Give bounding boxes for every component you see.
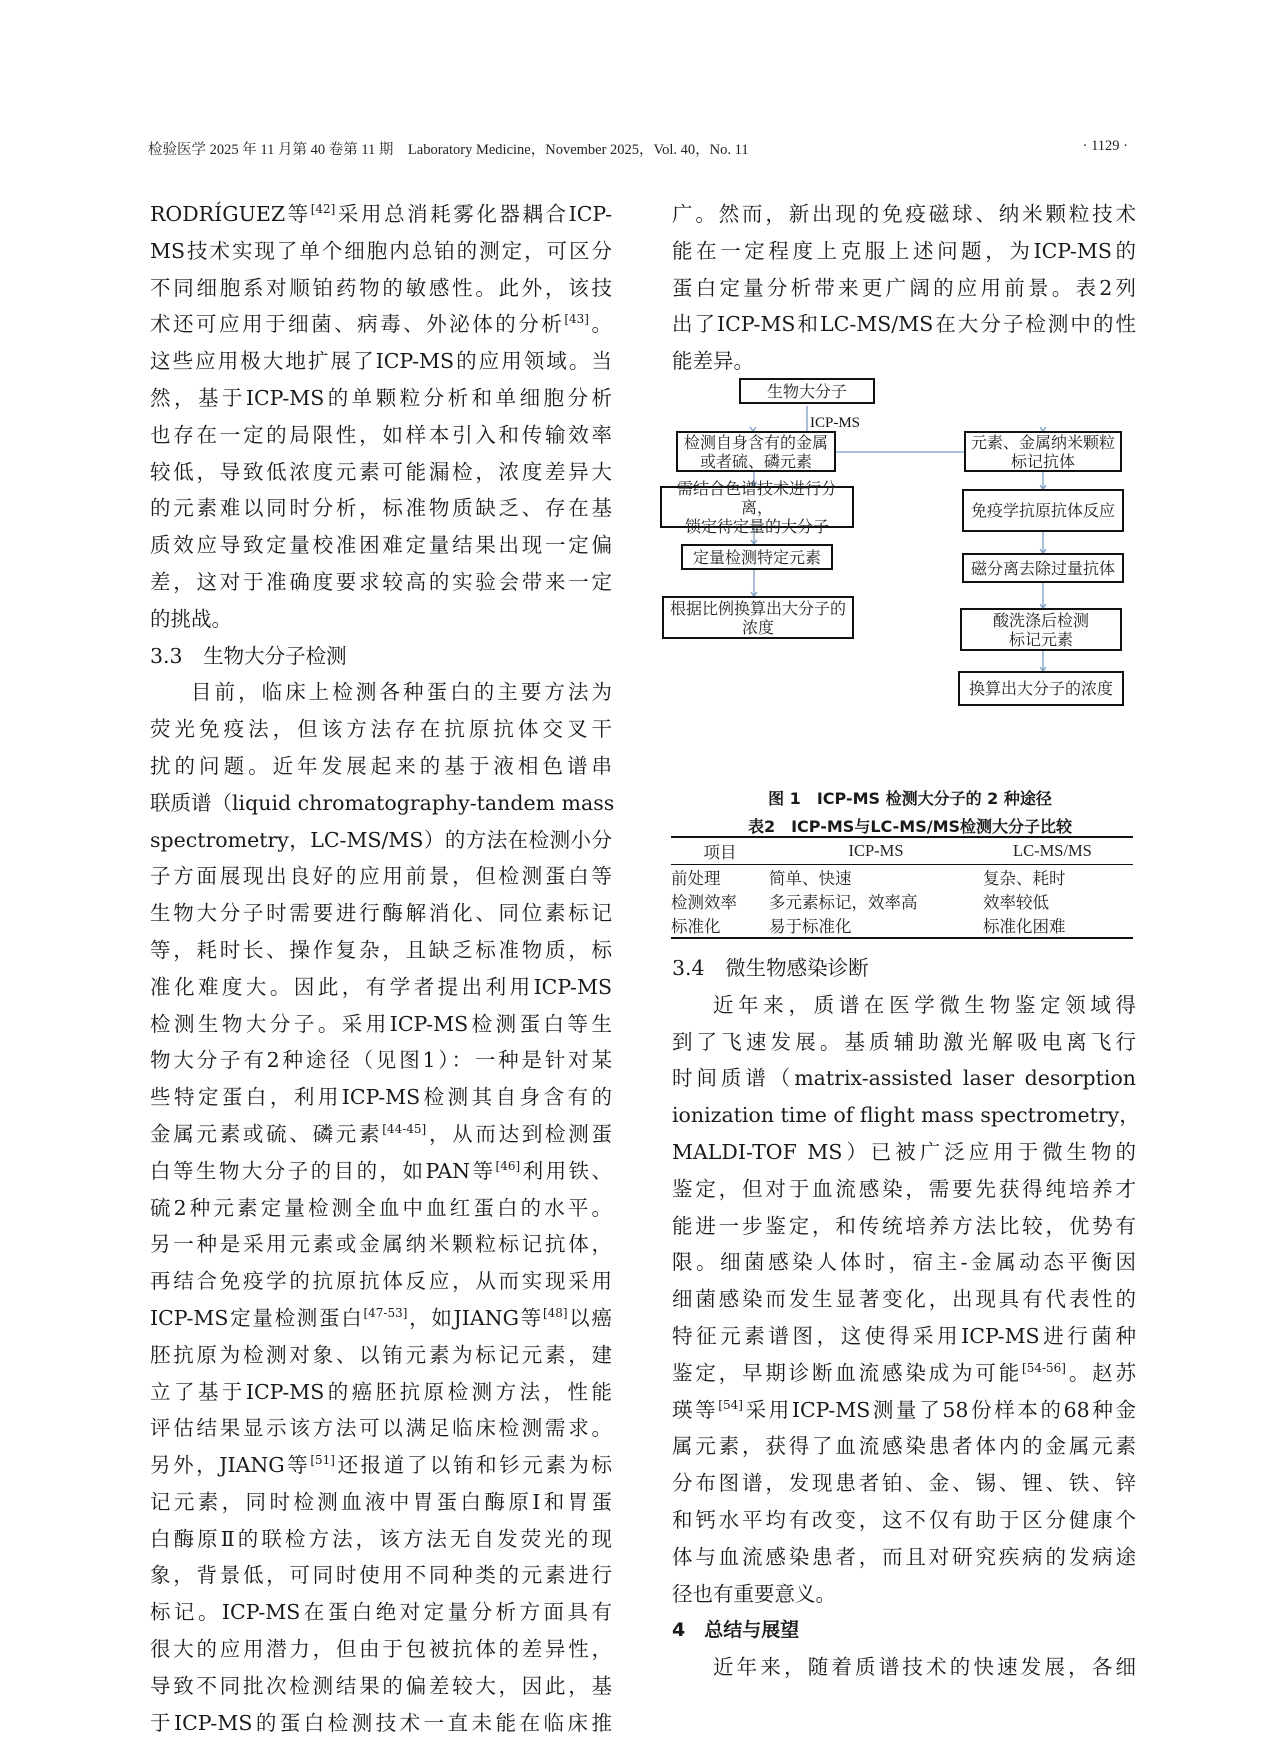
text-line xyxy=(672,1171,1136,1208)
citation-ref: [51] xyxy=(310,1453,335,1468)
text-run: 3.4 微生物感染诊断 xyxy=(672,956,869,980)
citation-ref: [47-53] xyxy=(363,1306,408,1321)
text-run: 这些应用极大地扩展了ICP-MS的应用领域。当 xyxy=(150,349,612,374)
text-run: ，如JIANG等 xyxy=(407,1305,543,1330)
text-line xyxy=(150,1374,612,1411)
text-line xyxy=(150,1300,612,1337)
text-run: 蛋白定量分析带来更广阔的应用前景。表2列 xyxy=(672,275,1136,300)
text-line xyxy=(672,306,1136,343)
text-run: 特征元素谱图，这使得采用ICP-MS进行菌种 xyxy=(672,1323,1136,1348)
text-line xyxy=(150,895,612,932)
text-line xyxy=(150,822,612,859)
text-run: 硫2种元素定量检测全血中血红蛋白的水平。 xyxy=(150,1195,612,1220)
text-run: MS技术实现了单个细胞内总铂的测定，可区分 xyxy=(150,238,612,263)
text-line xyxy=(150,343,612,380)
text-run: 能差异。 xyxy=(672,349,754,374)
table-row xyxy=(671,865,1133,890)
flow-connector-label: ICP-MS xyxy=(810,415,861,431)
table-row xyxy=(671,889,1133,913)
text-line xyxy=(150,527,612,564)
text-line xyxy=(672,1355,1136,1392)
text-line xyxy=(672,1097,1140,1134)
text-run: 立了基于ICP-MS的癌胚抗原检测方法，性能 xyxy=(150,1379,612,1404)
text-line xyxy=(150,748,612,785)
text-run: 联质谱（liquid chromatography-tandem mass xyxy=(150,790,615,815)
text-run: spectrometry，LC-MS/MS）的方法在检测小分 xyxy=(150,827,612,852)
text-run: 到了飞速发展。基质辅助激光解吸电离飞行 xyxy=(672,1029,1136,1054)
text-line xyxy=(672,270,1136,307)
section-heading xyxy=(672,950,1136,987)
text-run: 标记。ICP-MS在蛋白绝对定量分析方面具有 xyxy=(150,1600,612,1625)
flow-right-step-4: 酸洗涤后检测 标记元素 xyxy=(960,608,1122,651)
table-cell: 易于标准化 xyxy=(769,917,852,936)
text-run: 分布图谱，发现患者铂、金、锡、锂、铁、锌 xyxy=(672,1471,1136,1496)
text-line xyxy=(150,1006,612,1043)
text-line xyxy=(150,454,612,491)
text-line xyxy=(672,1134,1136,1171)
text-run: 很大的应用潜力，但由于包被抗体的差异性， xyxy=(150,1637,612,1662)
text-line xyxy=(672,1392,1136,1429)
text-run: 于ICP-MS的蛋白检测技术一直未能在临床推 xyxy=(150,1710,612,1735)
text-run: 象，背景低，可同时使用不同种类的元素进行 xyxy=(150,1563,612,1588)
text-run: 也存在一定的局限性，如样本引入和传输效率 xyxy=(150,422,612,447)
text-line xyxy=(672,1428,1136,1465)
table-cell: 前处理 xyxy=(671,869,721,888)
journal-citation: 检验医学 2025 年 11 月第 40 卷第 11 期 Laboratory Medicine，November 2025，Vol. 40，No. 11 xyxy=(148,142,749,158)
text-line xyxy=(150,1447,612,1484)
table-cell: 简单、快速 xyxy=(769,869,852,888)
text-run: 径也有重要意义。 xyxy=(672,1581,836,1606)
flow-right-step-2: 免疫学抗原抗体反应 xyxy=(962,489,1124,532)
text-run: 荧光免疫法，但该方法存在抗原抗体交叉干 xyxy=(150,717,612,742)
table-header-row xyxy=(671,837,1133,865)
text-line xyxy=(150,1521,612,1558)
table-cell: 复杂、耗时 xyxy=(983,869,1066,888)
text-run: 差，这对于准确度要求较高的实验会带来一定 xyxy=(150,569,612,594)
text-run: 白等生物大分子的目的，如PAN等 xyxy=(150,1158,496,1183)
comparison-table xyxy=(671,836,1133,939)
citation-ref: [54] xyxy=(718,1397,743,1412)
text-line xyxy=(150,1557,612,1594)
text-line xyxy=(150,1079,612,1116)
text-run: 导致不同批次检测结果的偏差较大，因此，基 xyxy=(150,1673,612,1698)
text-run: 再结合免疫学的抗原抗体反应，从而实现采用 xyxy=(150,1269,612,1294)
citation-ref: [43] xyxy=(564,312,589,327)
running-header xyxy=(148,138,1128,160)
text-run: 以癌 xyxy=(567,1305,613,1330)
text-run: ionization time of flight mass spectrometry， xyxy=(672,1103,1140,1128)
text-line xyxy=(672,1539,1136,1576)
text-run: 不同细胞系对顺铂药物的敏感性。此外，该技 xyxy=(150,275,612,300)
table-cell: 检测效率 xyxy=(671,893,737,912)
citation-ref: [42] xyxy=(310,202,336,217)
text-line xyxy=(672,1060,1136,1097)
text-run: 胚抗原为检测对象、以铕元素为标记元素，建 xyxy=(150,1342,612,1367)
text-line xyxy=(672,1465,1136,1502)
section-heading xyxy=(672,1612,1136,1649)
text-run: 3.3 生物大分子检测 xyxy=(150,643,347,668)
text-line xyxy=(672,233,1136,270)
text-run: 和钙水平均有改变，这不仅有助于区分健康个 xyxy=(672,1507,1136,1532)
text-run: 鉴定，早期诊断血流感染成为可能 xyxy=(672,1360,1023,1385)
text-line xyxy=(150,969,612,1006)
figure-1-flowchart xyxy=(660,375,1150,780)
text-run: 瑛等 xyxy=(672,1397,719,1422)
text-run: ICP-MS定量检测蛋白 xyxy=(150,1305,364,1330)
text-run: 体与血流感染患者，而且对研究疾病的发病途 xyxy=(672,1544,1136,1569)
text-line xyxy=(150,785,615,822)
text-line xyxy=(150,417,612,454)
text-run: 出了ICP-MS和LC-MS/MS在大分子检测中的性 xyxy=(672,312,1136,337)
text-line xyxy=(672,196,1136,233)
text-line xyxy=(150,1631,612,1668)
text-run: 另外，JIANG等 xyxy=(150,1453,311,1478)
citation-ref: [44-45] xyxy=(382,1122,427,1137)
text-run: 金属元素或硫、磷元素 xyxy=(150,1121,383,1146)
text-line xyxy=(672,1576,1136,1613)
page-number: · 1129 · xyxy=(1082,138,1128,154)
table-cell: 标准化困难 xyxy=(983,917,1066,936)
right-column-top xyxy=(672,196,1136,380)
text-run: 生物大分子时需要进行酶解消化、同位素标记 xyxy=(150,901,612,926)
text-run: 术还可应用于细菌、病毒、外泌体的分析 xyxy=(150,312,565,337)
text-run: ，从而达到检测蛋 xyxy=(426,1121,613,1146)
text-run: 的挑战。 xyxy=(150,606,232,631)
text-run: 还报道了以铕和钐元素为标 xyxy=(335,1453,613,1478)
text-run: 另一种是采用元素或金属纳米颗粒标记抗体， xyxy=(150,1232,612,1257)
text-line xyxy=(150,196,612,233)
text-line xyxy=(672,1244,1136,1281)
text-line xyxy=(150,306,612,343)
text-run: 记元素，同时检测血液中胃蛋白酶原Ⅰ和胃蛋 xyxy=(150,1489,612,1514)
text-run: 广。然而，新出现的免疫磁球、纳米颗粒技术 xyxy=(672,202,1136,226)
flow-right-step-5: 换算出大分子的浓度 xyxy=(958,671,1124,706)
text-line xyxy=(150,1042,612,1079)
text-run: 属元素，获得了血流感染患者体内的金属元素 xyxy=(672,1434,1136,1459)
text-line xyxy=(150,233,612,270)
text-line xyxy=(672,1502,1136,1539)
text-line xyxy=(150,1116,612,1153)
text-run: 采用ICP-MS测量了58份样本的68种金 xyxy=(742,1397,1137,1422)
text-line xyxy=(150,1153,612,1190)
text-line xyxy=(150,564,612,601)
text-line xyxy=(150,1705,612,1742)
table-header-cell: 项目 xyxy=(703,843,737,862)
text-run: 能在一定程度上克服上述问题，为ICP-MS的 xyxy=(672,238,1136,263)
text-run: 的元素难以同时分析，标准物质缺乏、存在基 xyxy=(150,496,612,521)
text-run: 物大分子有2种途径（见图1）：一种是针对某 xyxy=(150,1048,612,1073)
text-run: 评估结果显示该方法可以满足临床检测需求。 xyxy=(150,1416,612,1441)
text-run: 时间质谱（matrix-assisted laser desorption xyxy=(672,1066,1136,1091)
flow-left-step-4: 根据比例换算出大分子的 浓度 xyxy=(662,596,854,639)
flow-left-step-1: 检测自身含有的金属 或者硫、磷元素 xyxy=(676,431,836,472)
text-run: 采用总消耗雾化器耦合ICP- xyxy=(335,202,612,226)
text-run: 目前，临床上检测各种蛋白的主要方法为 xyxy=(191,680,612,705)
text-line xyxy=(150,1594,612,1631)
citation-ref: [46] xyxy=(495,1158,521,1173)
flow-right-step-1: 元素、金属纳米颗粒 标记抗体 xyxy=(964,431,1122,472)
text-run: 。 xyxy=(588,312,613,337)
text-line xyxy=(150,601,612,638)
text-run: 等，耗时长、操作复杂，且缺乏标准物质，标 xyxy=(150,937,612,962)
text-line xyxy=(150,1484,612,1521)
table-caption: 表2 ICP-MS与LC-MS/MS检测大分子比较 xyxy=(747,817,1073,836)
text-line xyxy=(150,858,612,895)
text-run: 检测生物大分子。采用ICP-MS检测蛋白等生 xyxy=(150,1011,612,1036)
table-header-cell: LC-MS/MS xyxy=(1013,841,1092,860)
text-line xyxy=(672,1318,1136,1355)
text-line xyxy=(150,711,612,748)
text-line xyxy=(150,674,612,711)
text-run: 细菌感染而发生显著变化，出现具有代表性的 xyxy=(672,1287,1136,1312)
text-line xyxy=(672,1281,1136,1318)
table-cell: 多元素标记，效率高 xyxy=(769,893,918,912)
text-run: 子方面展现出良好的应用前景，但检测蛋白等 xyxy=(150,864,612,889)
text-run: 。赵苏 xyxy=(1066,1360,1137,1385)
text-line xyxy=(672,1208,1136,1245)
text-run: 4 总结与展望 xyxy=(672,1619,800,1642)
text-line xyxy=(672,1649,1136,1686)
table-row xyxy=(671,913,1133,938)
text-line xyxy=(150,1337,612,1374)
text-line xyxy=(672,1024,1136,1061)
flow-root-box: 生物大分子 xyxy=(739,378,875,404)
text-run: 白酶原Ⅱ的联检方法，该方法无自发荧光的现 xyxy=(150,1526,612,1551)
text-line xyxy=(150,1226,612,1263)
text-run: 限。细菌感染人体时，宿主-金属动态平衡因 xyxy=(672,1250,1136,1275)
text-run: 扰的问题。近年发展起来的基于液相色谱串 xyxy=(150,753,612,778)
text-run: 较低，导致低浓度元素可能漏检，浓度差异大 xyxy=(150,459,612,484)
section-heading xyxy=(150,638,612,675)
text-line xyxy=(150,380,612,417)
text-run: 利用铁、 xyxy=(520,1158,613,1183)
text-run: 近年来，质谱在医学微生物鉴定领域得 xyxy=(713,992,1136,1017)
text-line xyxy=(150,932,612,969)
text-line xyxy=(150,1190,612,1227)
text-run: 近年来，随着质谱技术的快速发展，各细 xyxy=(713,1655,1136,1680)
right-column-bottom xyxy=(672,950,1140,1686)
text-run: MALDI-TOF MS）已被广泛应用于微生物的 xyxy=(672,1139,1136,1164)
flow-left-step-3: 定量检测特定元素 xyxy=(681,544,833,570)
table-cell: 标准化 xyxy=(671,917,721,936)
flow-right-step-3: 磁分离去除过量抗体 xyxy=(962,553,1124,583)
text-line xyxy=(150,1410,612,1447)
text-run: 质效应导致定量校准困难定量结果出现一定偏 xyxy=(150,533,612,558)
text-run: 些特定蛋白，利用ICP-MS检测其自身含有的 xyxy=(150,1085,612,1110)
figure-caption: 图 1 ICP-MS 检测大分子的 2 种途径 xyxy=(768,789,1052,808)
text-line xyxy=(672,987,1136,1024)
citation-ref: [48] xyxy=(542,1306,568,1321)
text-run: 鉴定，但对于血流感染，需要先获得纯培养才 xyxy=(672,1176,1136,1201)
text-run: 然，基于ICP-MS的单颗粒分析和单细胞分析 xyxy=(150,385,612,410)
left-column xyxy=(150,196,615,1741)
text-line xyxy=(150,270,612,307)
text-run: 准化难度大。因此，有学者提出利用ICP-MS xyxy=(150,974,612,999)
text-run: RODRÍGUEZ等 xyxy=(150,202,311,226)
text-line xyxy=(150,1668,612,1705)
citation-ref: [54-56] xyxy=(1022,1360,1066,1375)
text-line xyxy=(150,1263,612,1300)
text-line xyxy=(150,490,612,527)
table-cell: 效率较低 xyxy=(983,893,1049,912)
flow-left-step-2: 需结合色谱技术进行分离， 锁定待定量的大分子 xyxy=(660,486,854,528)
table-header-cell: ICP-MS xyxy=(848,841,904,860)
text-run: 能进一步鉴定，和传统培养方法比较，优势有 xyxy=(672,1213,1136,1238)
